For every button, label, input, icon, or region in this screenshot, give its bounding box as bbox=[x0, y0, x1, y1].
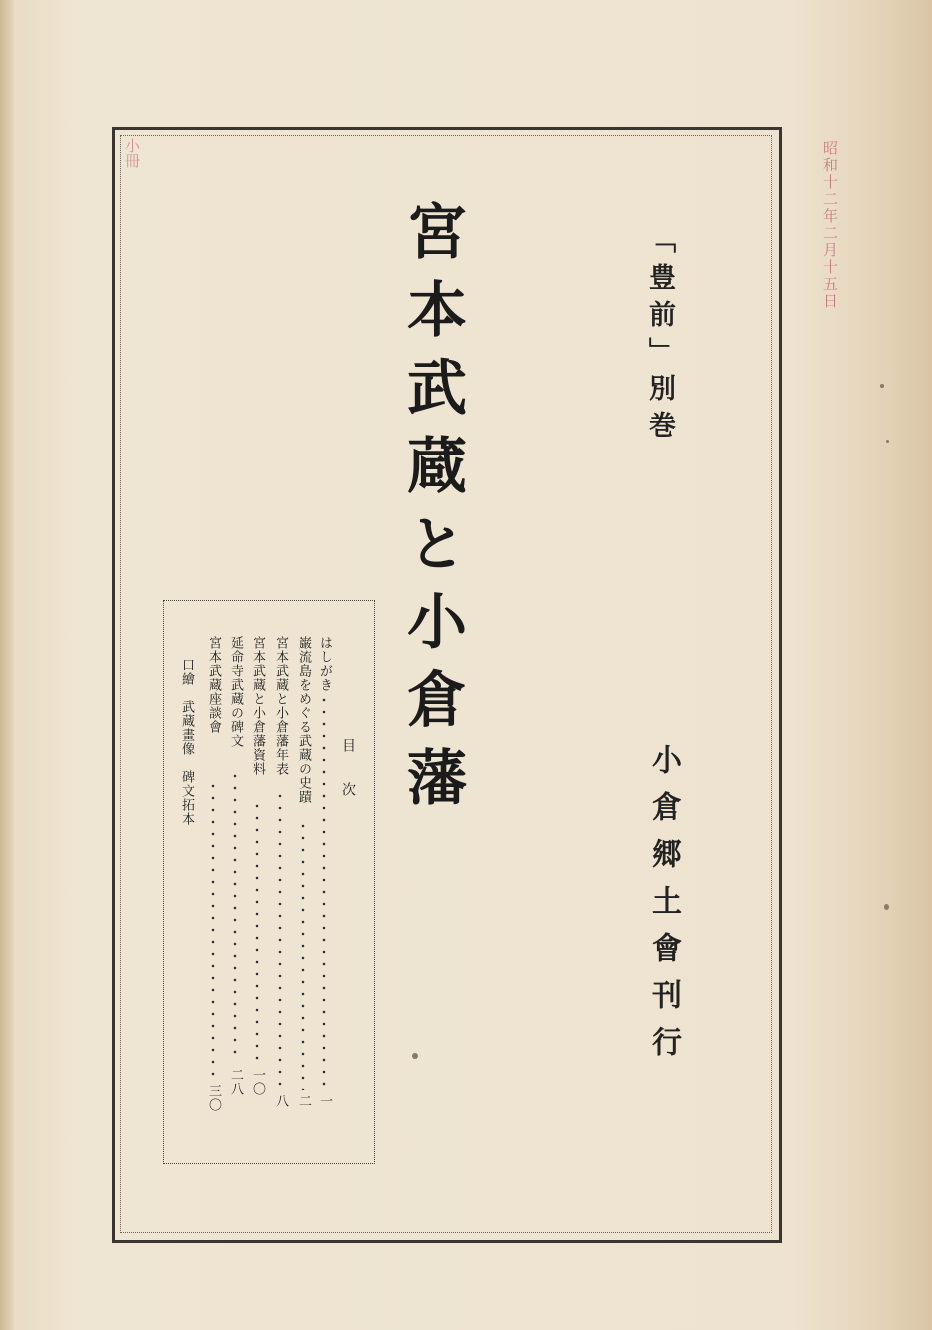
toc-page-number: 一 bbox=[317, 1094, 332, 1108]
toc-leader-dots bbox=[322, 694, 326, 1090]
toc-leader-dots bbox=[301, 820, 305, 1090]
table-of-contents-box bbox=[163, 600, 375, 1164]
series-label: 「豊前」別巻 bbox=[644, 226, 675, 448]
toc-heading: 目次 bbox=[340, 738, 356, 826]
handwritten-note-left: 小冊 bbox=[123, 138, 141, 168]
toc-entry-label: 宮本武蔵と小倉藩資料 bbox=[250, 636, 265, 776]
toc-leader-dots bbox=[233, 770, 237, 1060]
paper-stain bbox=[880, 384, 884, 388]
publisher-label: 小倉郷土會刊行 bbox=[646, 744, 681, 1073]
paper-stain bbox=[884, 904, 889, 910]
toc-leader-dots bbox=[255, 800, 259, 1060]
toc-page-number: 八 bbox=[273, 1094, 288, 1108]
paper-stain bbox=[412, 1053, 418, 1059]
handwritten-note-right: 昭和十二年二月十五日 bbox=[821, 140, 839, 310]
toc-entry-label: 宮本武蔵座談會 bbox=[206, 636, 221, 734]
toc-entry-label: 口繪 武蔵畫像 碑文拓本 bbox=[179, 658, 194, 826]
toc-entry-label: はしがき bbox=[317, 636, 332, 692]
toc-entry-label: 延命寺武蔵の碑文 bbox=[228, 636, 243, 748]
toc-page-number: 一〇 bbox=[250, 1068, 265, 1096]
toc-page-number: 三〇 bbox=[206, 1084, 221, 1112]
page-spine-edge bbox=[0, 0, 14, 1330]
toc-entry-label: 宮本武蔵と小倉藩年表 bbox=[273, 636, 288, 776]
paper-stain bbox=[886, 440, 889, 443]
toc-entry-label: 巌流島をめぐる武蔵の史蹟 bbox=[296, 636, 311, 804]
toc-page-number: 二八 bbox=[228, 1068, 243, 1096]
toc-leader-dots bbox=[278, 790, 282, 1090]
toc-page-number: 二 bbox=[296, 1094, 311, 1108]
toc-leader-dots bbox=[211, 780, 215, 1080]
book-title: 宮本武蔵と小倉藩 bbox=[397, 200, 467, 824]
